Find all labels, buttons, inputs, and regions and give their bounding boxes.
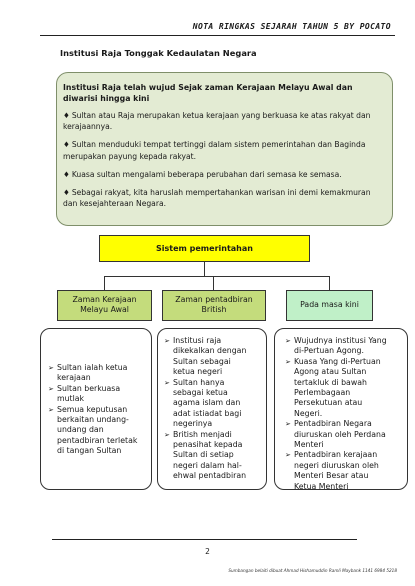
intro-bullet: [63, 139, 384, 161]
arrow-bullet-icon: ➢: [285, 451, 291, 460]
arrow-bullet-icon: ➢: [285, 357, 291, 366]
intro-bullet-text: Sebagai rakyat, kita haruslah mempertahankan warisan ini demi kemakmuran dan kesejahteraan Negara.: [63, 188, 371, 209]
arrow-bullet-icon: ➢: [48, 364, 54, 372]
intro-box: [56, 72, 393, 226]
bullet-dot-icon: ♦: [63, 188, 70, 198]
intro-bullet: [63, 169, 384, 180]
list-item: ➢ Wujudnya institusi Yang di-Pertuan Agong.: [285, 336, 387, 356]
list-item: ➢ Sultan ialah ketua kerajaan: [48, 363, 128, 383]
header-divider: [40, 35, 395, 36]
arrow-bullet-icon: ➢: [164, 430, 170, 439]
list-item: ➢ Sultan hanya sebagai ketua agama islam dan adat istiadat bagi negerinya: [164, 377, 242, 429]
intro-bullet: [63, 110, 384, 132]
list-item: ➢ British menjadi penasihat kepada Sultan di setiap negeri dalam hal-ehwal pentadbiran: [164, 429, 247, 481]
era-box-british: Zaman pentadbiran British: [162, 290, 266, 321]
list-item: ➢ Kuasa Yang di-Pertuan Agong atau Sultan tertakluk di bawah Perlembagaan Persekutuan atau Negeri.: [285, 356, 381, 418]
bullet-dot-icon: ♦: [63, 169, 70, 179]
intro-bullet-text: Sultan atau Raja merupakan ketua kerajaan yang berkuasa ke atas rakyat dan kerajaannya.: [63, 111, 371, 132]
list-item: ➢ Pentadbiran kerajaan negeri diuruskan oleh Menteri Besar atau Ketua Menteri: [285, 450, 379, 491]
list-item: ➢ Sultan berkuasa mutlak: [48, 383, 121, 404]
system-root-box: Sistem pemerintahan: [99, 235, 310, 262]
list-item: ➢ Semua keputusan berkaitan undang-undang dan pentadbiran terletak di tangan Sultan: [48, 404, 138, 456]
list-item: ➢ Pentadbiran Negara diuruskan oleh Perdana Menteri: [285, 419, 386, 450]
intro-bullet: [63, 187, 384, 209]
arrow-bullet-icon: ➢: [48, 384, 54, 393]
header-title: NOTA RINGKAS SEJARAH TAHUN 5 BY POCATO: [192, 22, 391, 31]
bullet-dot-icon: ♦: [63, 111, 70, 120]
connector-stem: [204, 262, 205, 276]
arrow-bullet-icon: ➢: [285, 420, 291, 429]
intro-bullet-text: Sultan menduduki tempat tertinggi dalam sistem pemerintahan dan Baginda merupakan payung kepada rakyat.: [63, 140, 366, 161]
era-box-melayu-awal: Zaman Kerajaan Melayu Awal: [57, 290, 152, 321]
footer-credit: Sumbangan belaiti dibuat Ahmad Hishamuddin Ramli Maybank 1141 6984 5218: [228, 568, 397, 573]
intro-bullet-text: Kuasa sultan mengalami beberapa perubahan dari semasa ke semasa.: [71, 169, 342, 179]
footer-divider: [52, 539, 357, 540]
arrow-bullet-icon: ➢: [285, 337, 291, 345]
connector-drop: [104, 276, 105, 290]
arrow-bullet-icon: ➢: [164, 337, 170, 345]
intro-heading: Institusi Raja telah wujud Sejak zaman Kerajaan Melayu Awal dan diwarisi hingga kini: [63, 83, 353, 103]
era-points-masa-kini: [274, 328, 408, 490]
connector-drop: [329, 276, 330, 290]
arrow-bullet-icon: ➢: [164, 378, 170, 387]
era-box-masa-kini: Pada masa kini: [286, 290, 373, 321]
era-points-british: [157, 328, 267, 490]
arrow-bullet-icon: ➢: [48, 405, 54, 414]
era-points-melayu-awal: [40, 328, 152, 490]
connector-drop: [213, 276, 214, 290]
bullet-dot-icon: ♦: [63, 140, 70, 150]
page-number: 2: [205, 547, 210, 556]
list-item: ➢ Institusi raja dikekalkan dengan Sultan sebagai ketua negeri: [164, 336, 247, 377]
section-title: Institusi Raja Tonggak Kedaulatan Negara: [60, 48, 257, 58]
connector-bar: [104, 276, 330, 277]
